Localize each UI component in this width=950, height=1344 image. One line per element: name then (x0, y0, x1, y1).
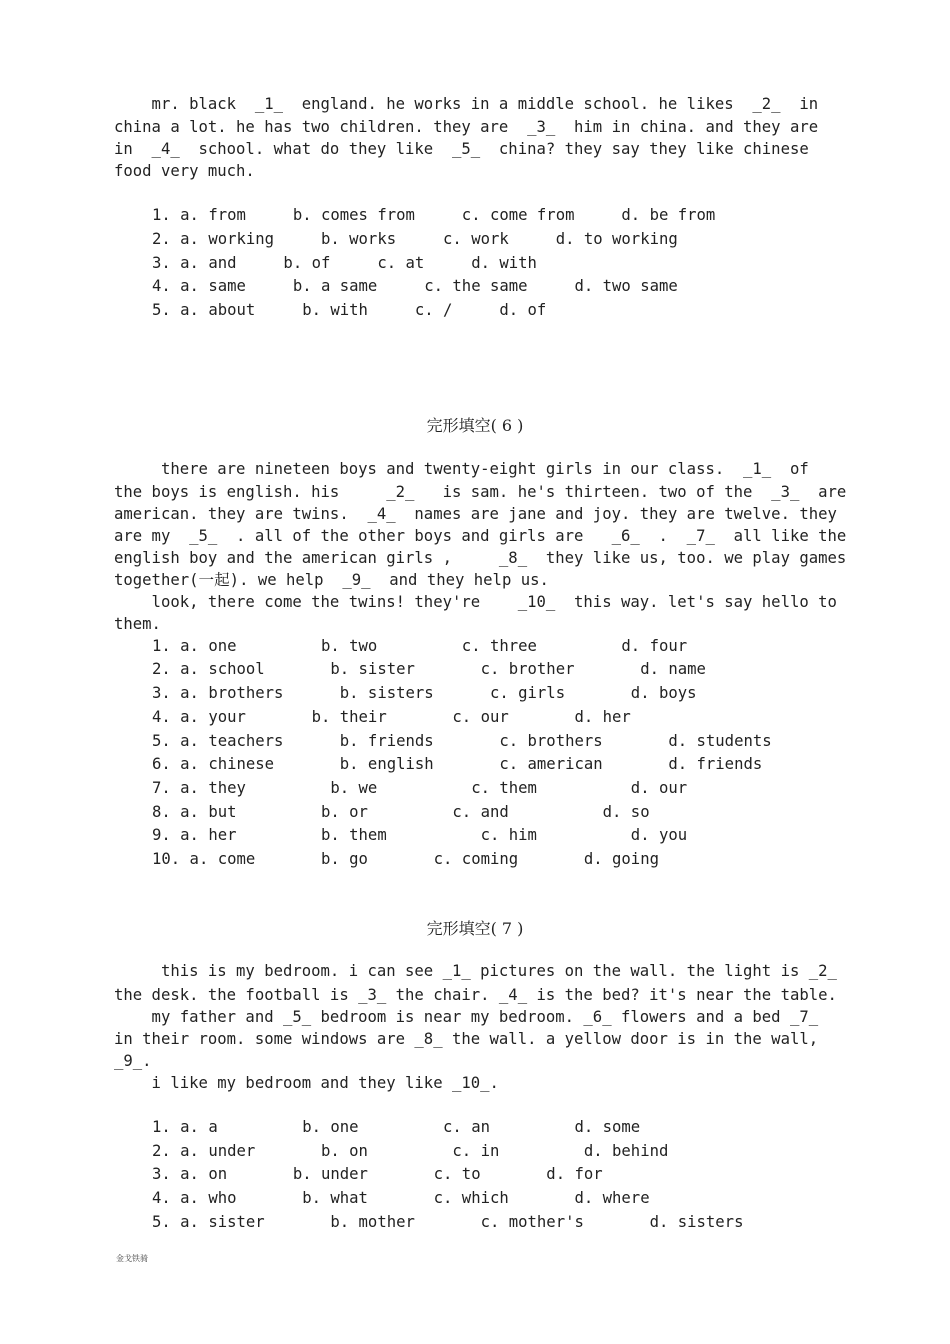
text-line: 4. a. same b. a same c. the same d. two same (152, 277, 678, 295)
section-title: 完形填空( 6 ) (426, 416, 524, 435)
text-line: i like my bedroom and they like _10_. (114, 1074, 499, 1092)
text-line: american. they are twins. _4_ names are jane and joy. they are twelve. they (114, 505, 837, 523)
text-line: 7. a. they b. we c. them d. our (152, 779, 688, 797)
text-line: them. (114, 615, 161, 633)
text-line: 3. a. and b. of c. at d. with (152, 254, 537, 272)
text-line: 4. a. who b. what c. which d. where (152, 1189, 650, 1207)
text-line: my father and _5_ bedroom is near my bedroom. _6_ flowers and a bed _7_ (114, 1008, 819, 1026)
text-line: the desk. the football is _3_ the chair. _4_ is the bed? it's near the table. (114, 986, 837, 1004)
text-line: 2. a. working b. works c. work d. to working (152, 230, 678, 248)
text-line: together(一起). we help _9_ and they help us. (114, 571, 549, 589)
text-line: 6. a. chinese b. english c. american d. friends (152, 755, 763, 773)
text-line: in their room. some windows are _8_ the wall. a yellow door is in the wall, (114, 1030, 819, 1048)
text-line: are my _5_ . all of the other boys and girls are _6_ . _7_ all like the (114, 527, 847, 545)
text-line: this is my bedroom. i can see _1_ pictures on the wall. the light is _2_ (114, 962, 837, 980)
text-line: 2. a. under b. on c. in d. behind (152, 1142, 669, 1160)
text-line: 4. a. your b. their c. our d. her (152, 708, 631, 726)
text-line: 3. a. on b. under c. to d. for (152, 1165, 603, 1183)
text-line: 9. a. her b. them c. him d. you (152, 826, 688, 844)
text-line: 2. a. school b. sister c. brother d. name (152, 660, 706, 678)
text-line: 3. a. brothers b. sisters c. girls d. boys (152, 684, 697, 702)
text-line: mr. black _1_ england. he works in a middle school. he likes _2_ in (114, 95, 819, 113)
text-line: 5. a. about b. with c. / d. of (152, 301, 547, 319)
text-line: 1. a. from b. comes from c. come from d. be from (152, 206, 716, 224)
footer-text: 金戈铁骑 (116, 1254, 148, 1263)
text-line: there are nineteen boys and twenty-eight girls in our class. _1_ of (114, 460, 809, 478)
text-line: english boy and the american girls , _8_ they like us, too. we play games (114, 549, 847, 567)
section-title: 完形填空( 7 ) (426, 919, 524, 938)
text-line: in _4_ school. what do they like _5_ china? they say they like chinese (114, 140, 809, 158)
text-line: 8. a. but b. or c. and d. so (152, 803, 650, 821)
text-line: 5. a. sister b. mother c. mother's d. sisters (152, 1213, 744, 1231)
text-line: _9_. (114, 1052, 152, 1070)
text-line: the boys is english. his _2_ is sam. he's thirteen. two of the _3_ are (114, 483, 847, 501)
text-line: 1. a. one b. two c. three d. four (152, 637, 688, 655)
text-line: 5. a. teachers b. friends c. brothers d. students (152, 732, 772, 750)
text-line: 10. a. come b. go c. coming d. going (152, 850, 659, 868)
text-line: china a lot. he has two children. they are _3_ him in china. and they are (114, 118, 819, 136)
text-line: 1. a. a b. one c. an d. some (152, 1118, 641, 1136)
text-line: look, there come the twins! they're _10_ this way. let's say hello to (114, 593, 837, 611)
text-line: food very much. (114, 162, 255, 180)
